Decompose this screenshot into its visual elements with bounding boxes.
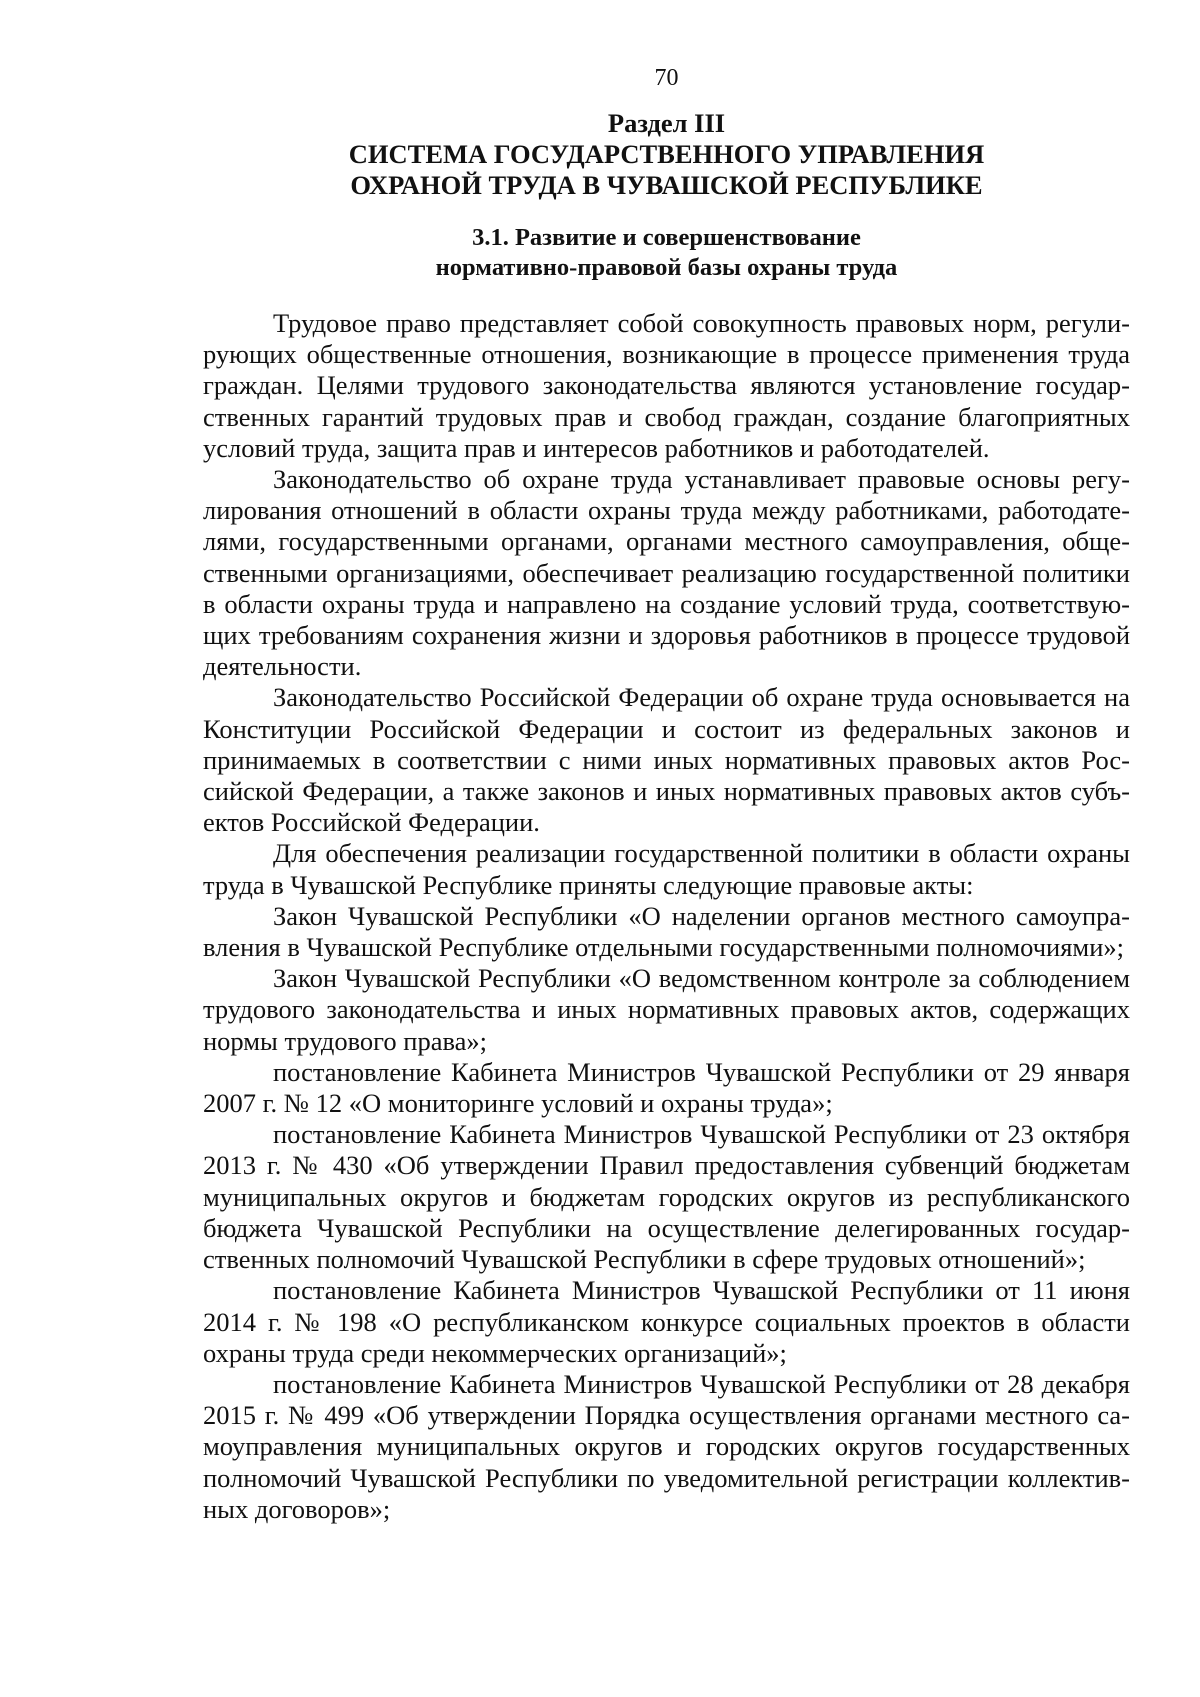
section-label: Раздел III <box>607 108 726 138</box>
document-page <box>203 64 1130 1525</box>
paragraph-federal-legislation: Законодательство Российской Федерации об охране труда основывается на Конституции Российской Федерации и состоит из федеральных законов и принимаемых в соответствии с ними иных нормативных правовых актов Российской Федерации, а также законов и иных нормативных правовых актов субъектов Российской Федерации. <box>203 682 1130 838</box>
list-item-legal-act: Закон Чувашской Республики «О наделении органов местного самоуправления в Чувашской Республике отдельными государственными полномочиями»; <box>203 900 1130 963</box>
list-item-legal-act: постановление Кабинета Министров Чувашской Республики от 29 января 2007 г. № 12 «О мониторинге условий и охраны труда»; <box>203 1056 1130 1119</box>
page-number: 70 <box>654 65 679 91</box>
paragraph-occupational-safety-law: Законодательство об охране труда устанавливает правовые основы регулирования отношений в области охраны труда между работниками, работодателями, государственными органами, органами местного самоуправления, общественными организациями, обеспечивает реализацию государственной политики в области охраны труда и направлено на создание условий труда, соответствующих требованиям сохранения жизни и здоровья работников в процессе трудовой деятельности. <box>203 464 1130 682</box>
subsection-title-line-1: 3.1. Развитие и совершенствование <box>472 224 861 251</box>
section-title-line-2: ОХРАНОЙ ТРУДА В ЧУВАШСКОЙ РЕСПУБЛИКЕ <box>350 170 983 200</box>
section-title-line-1: СИСТЕМА ГОСУДАРСТВЕННОГО УПРАВЛЕНИЯ <box>348 139 985 169</box>
paragraph-legal-acts-intro: Для обеспечения реализации государственной политики в области охраны труда в Чувашской Республике приняты следующие правовые акты: <box>203 838 1130 900</box>
body-text <box>203 308 1130 1525</box>
paragraph-intro-labor-law: Трудовое право представляет собой совокупность правовых норм, регулирующих общественные отношения, возникающие в процессе применения труда граждан. Целями трудового законодательства являются установление государственных гарантий трудовых прав и свобод граждан, создание благоприятных условий труда, защита прав и интересов работников и работодателей. <box>203 308 1130 463</box>
subsection-header <box>203 223 1130 283</box>
list-item-legal-act: постановление Кабинета Министров Чувашской Республики от 11 июня 2014 г. № 198 «О республиканском конкурсе социальных проектов в области охраны труда среди некоммерческих организаций»; <box>203 1275 1130 1368</box>
subsection-title-line-2: нормативно-правовой базы охраны труда <box>435 254 898 281</box>
list-item-legal-act: постановление Кабинета Министров Чувашской Республики от 28 декабря 2015 г. № 499 «Об утверждении Порядка осуществления органами местного самоуправления муниципальных округов и городских округов государственных полномочий Чувашской Республики по уведомительной регистрации коллективных договоров»; <box>203 1368 1130 1524</box>
list-item-legal-act: Закон Чувашской Республики «О ведомственном контроле за соблюдением трудового законодательства и иных нормативных правовых актов, содержащих нормы трудового права»; <box>203 963 1130 1056</box>
list-item-legal-act: постановление Кабинета Министров Чувашской Республики от 23 октября 2013 г. № 430 «Об утверждении Правил предоставления субвенций бюджетам муниципальных округов и бюджетам городских округов из республиканского бюджета Чувашской Республики на осуществление делегированных государственных полномочий Чувашской Республики в сфере трудовых отношений»; <box>203 1119 1130 1275</box>
section-header <box>203 108 1130 201</box>
